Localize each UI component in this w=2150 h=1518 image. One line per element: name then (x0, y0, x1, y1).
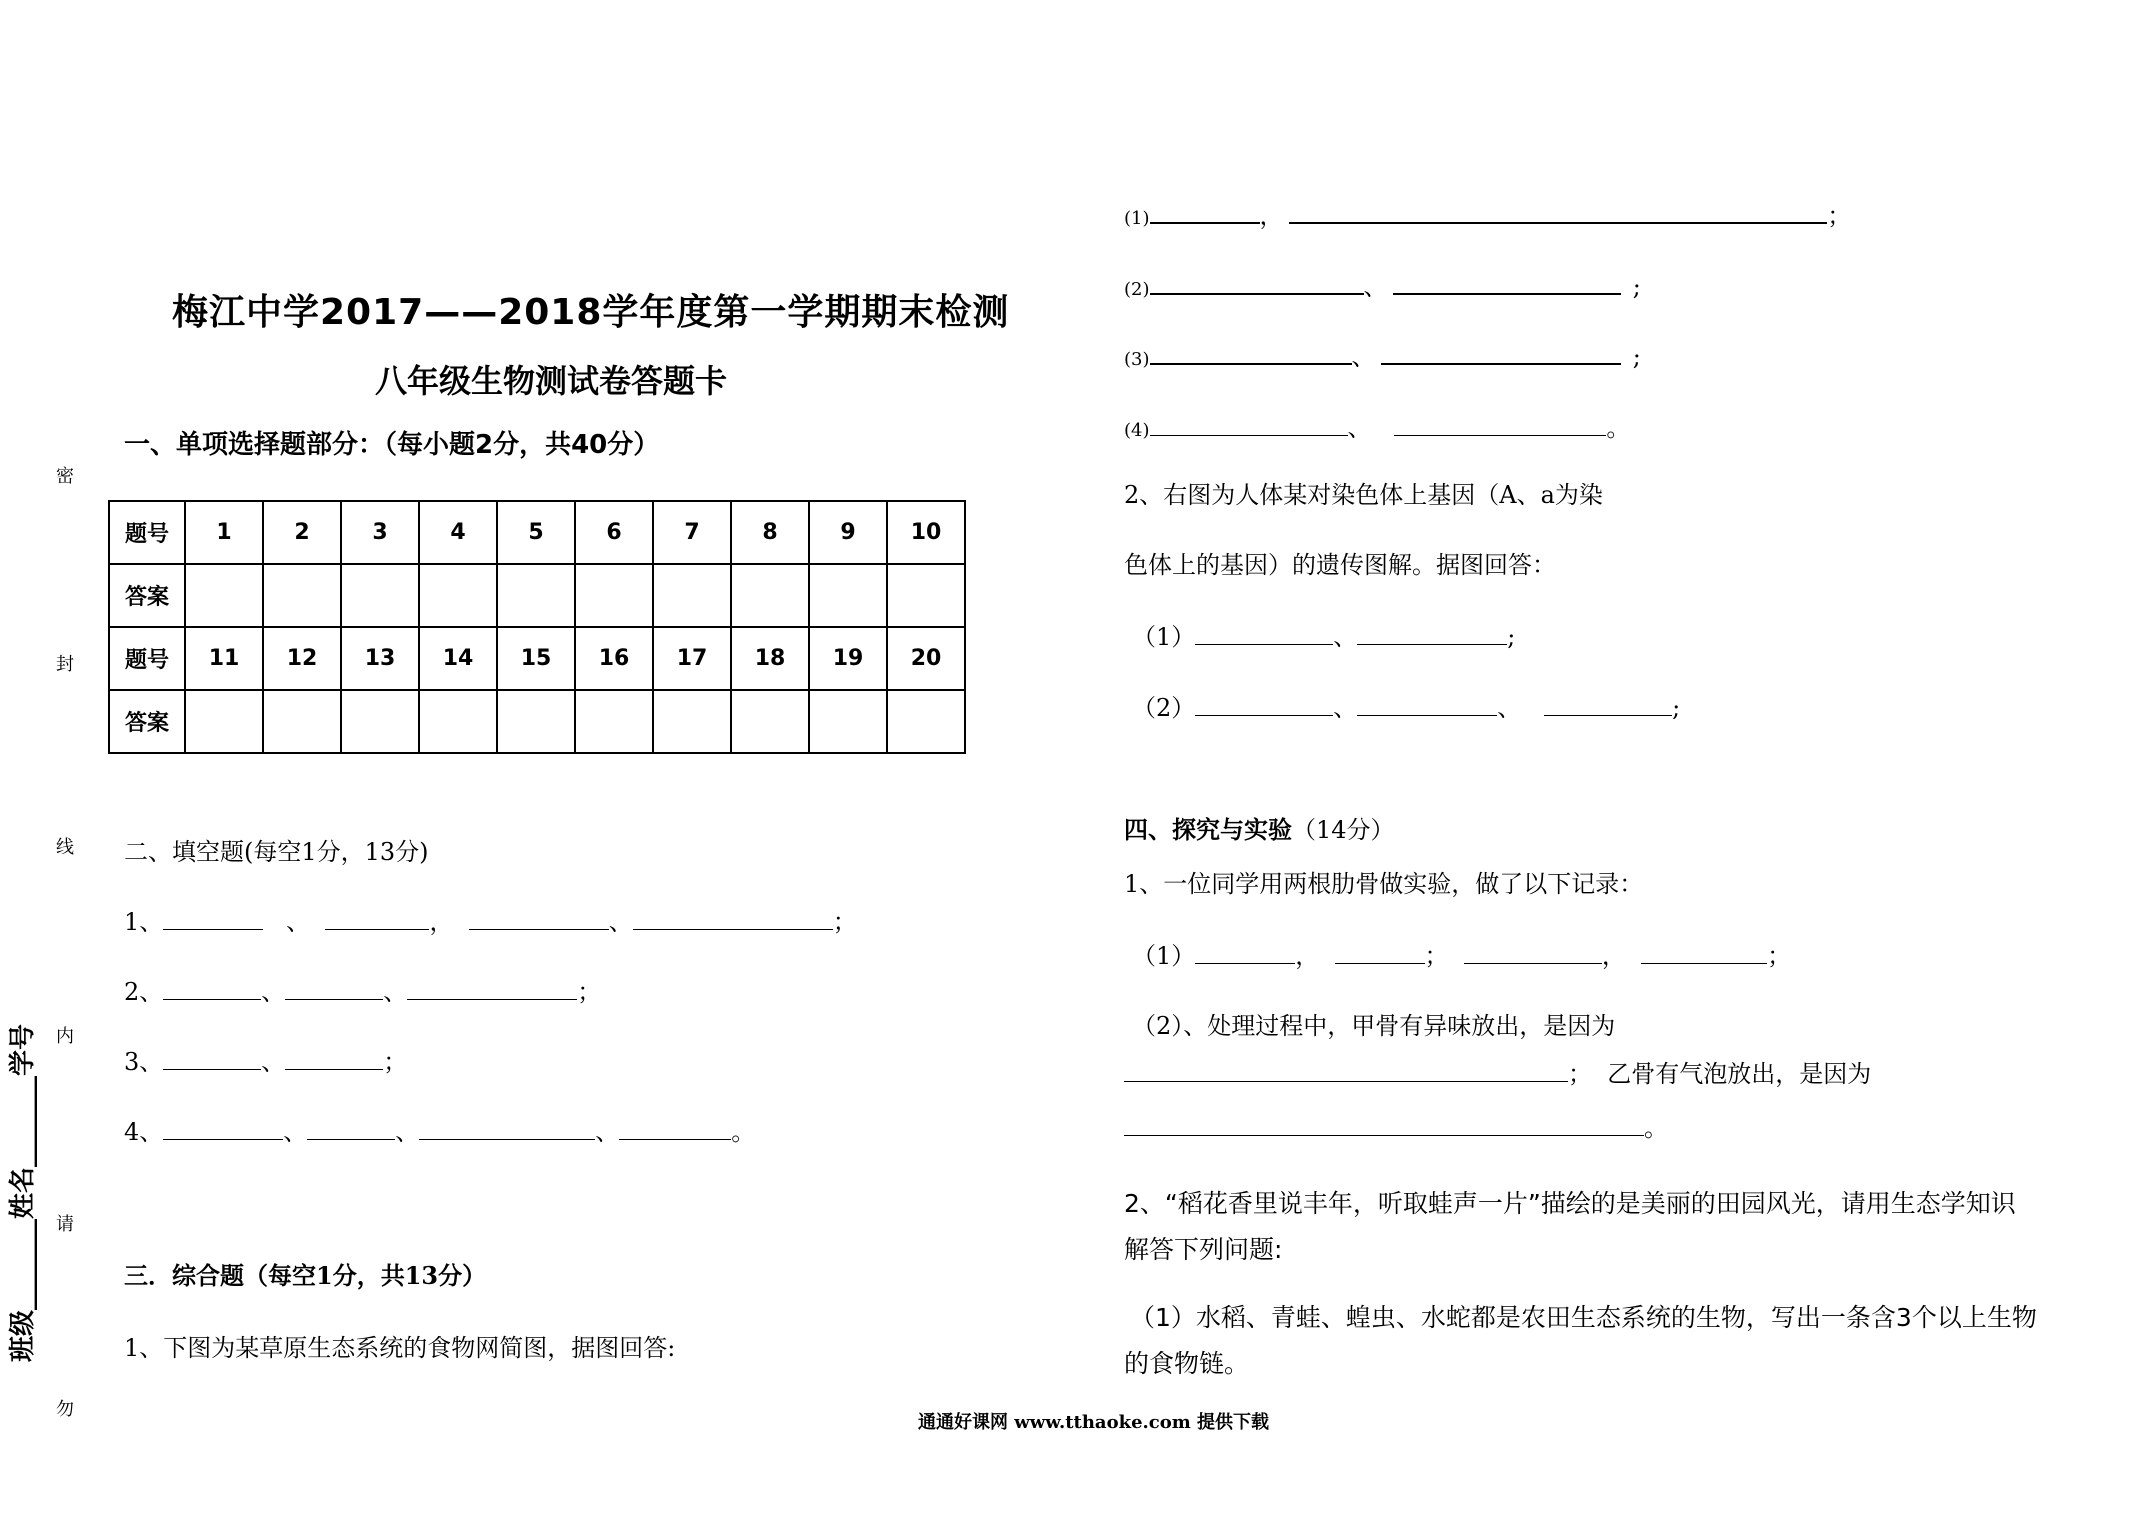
question-number: 3 (341, 501, 419, 564)
sec3-q2-line1: 2、右图为人体某对染色体上基因（A、a为染 (1124, 481, 1603, 509)
sec4-q1-sub2-answer (1124, 1054, 1871, 1089)
punct: 、 (608, 908, 633, 936)
punct: ， (1295, 942, 1320, 970)
sec4-q1-sub1 (1132, 936, 1791, 971)
answer-blank[interactable] (1641, 941, 1767, 964)
answer-blank[interactable] (163, 1117, 283, 1140)
row-label: 答案 (109, 564, 185, 627)
answer-cell[interactable] (419, 564, 497, 627)
punct: ； (1424, 942, 1449, 970)
q-label: （2） (1132, 694, 1196, 722)
question-number: 16 (575, 627, 653, 690)
question-number: 13 (341, 627, 419, 690)
table-row (109, 690, 965, 753)
answer-blank[interactable] (1195, 941, 1295, 964)
answer-cell[interactable] (341, 564, 419, 627)
question-number: 4 (419, 501, 497, 564)
answer-blank[interactable] (325, 907, 429, 930)
punct: 、 (1351, 343, 1376, 371)
answer-blank[interactable] (1357, 622, 1507, 645)
section3-q1-text: 1、下图为某草原生态系统的食物网简图，据图回答: (124, 1334, 676, 1362)
punct: ； (832, 908, 857, 936)
fill-q2 (124, 972, 601, 1007)
answer-blank[interactable] (1394, 413, 1606, 436)
sec4-q2-line2: 解答下列问题: (1124, 1235, 1283, 1264)
answer-cell[interactable] (731, 564, 809, 627)
punct: 、 (261, 978, 286, 1006)
sec4-q1-sub2: （2）、处理过程中，甲骨有异味放出，是因为 (1132, 1012, 1616, 1040)
punct: ， (429, 908, 454, 936)
sec4-q1-sub2-cont: 乙骨有气泡放出，是因为 (1607, 1060, 1872, 1088)
question-number: 8 (731, 501, 809, 564)
punct: ； (383, 1048, 408, 1076)
answer-blank[interactable] (469, 907, 609, 930)
section3-heading: 三．综合题（每空1分，共13分） (124, 1261, 487, 1290)
answer-cell[interactable] (497, 564, 575, 627)
answer-blank[interactable] (1464, 941, 1602, 964)
answer-blank[interactable] (1150, 200, 1260, 224)
row-label: 题号 (109, 627, 185, 690)
q-label: (1) (1124, 208, 1150, 229)
punct: 、 (261, 1048, 286, 1076)
q-label: （1） (1132, 623, 1196, 651)
answer-cell[interactable] (887, 690, 965, 753)
sec3-q2-sub2 (1132, 688, 1680, 723)
answer-cell[interactable] (809, 690, 887, 753)
answer-grid (108, 500, 966, 754)
punct: 。 (731, 1118, 756, 1146)
question-number: 20 (887, 627, 965, 690)
answer-cell[interactable] (263, 564, 341, 627)
sec3-blank-row-1 (1124, 196, 1851, 231)
sec4-q1-text: 1、一位同学用两根肋骨做实验，做了以下记录： (1124, 870, 1644, 898)
punct: ; (1507, 623, 1516, 651)
answer-blank[interactable] (163, 977, 261, 1000)
table-row (109, 627, 965, 690)
punct: 、 (383, 978, 408, 1006)
question-number: 5 (497, 501, 575, 564)
punct: 。 (1644, 1114, 1668, 1142)
punct: 、 (1497, 694, 1522, 722)
answer-blank[interactable] (1544, 693, 1672, 716)
answer-cell[interactable] (419, 690, 497, 753)
punct: 、 (595, 1118, 620, 1146)
answer-blank[interactable] (1195, 693, 1333, 716)
q-label: 3、 (124, 1048, 164, 1076)
punct: ， (1259, 202, 1284, 230)
sec3-q2-sub1 (1132, 617, 1515, 652)
question-number: 11 (185, 627, 263, 690)
question-number: 19 (809, 627, 887, 690)
q-label: (2) (1124, 279, 1150, 300)
answer-cell[interactable] (809, 564, 887, 627)
answer-cell[interactable] (731, 690, 809, 753)
q-label: 4、 (124, 1118, 164, 1146)
answer-blank[interactable] (1150, 271, 1364, 295)
sec3-q2-line2: 色体上的基因）的遗传图解。据图回答： (1124, 551, 1556, 579)
punct: ； (1827, 202, 1852, 230)
q-label: 2、 (124, 978, 164, 1006)
sec4-q2-sub1: （1）水稻、青蛙、蝗虫、水蛇都是农田生态系统的生物，写出一条含3个以上生物 (1130, 1303, 2037, 1332)
margin-char-qing: 请 (56, 1214, 74, 1235)
punct: 、 (1333, 623, 1358, 651)
answer-cell[interactable] (263, 690, 341, 753)
section4-heading-score: （14分） (1292, 816, 1395, 844)
answer-cell[interactable] (575, 690, 653, 753)
answer-cell[interactable] (185, 564, 263, 627)
q-label: （1） (1132, 942, 1196, 970)
sec3-blank-row-3 (1124, 337, 1641, 372)
answer-blank[interactable] (1124, 1059, 1568, 1082)
punct: 、 (1333, 694, 1358, 722)
question-number: 1 (185, 501, 263, 564)
question-number: 6 (575, 501, 653, 564)
answer-cell[interactable] (887, 564, 965, 627)
sec3-blank-row-2 (1124, 267, 1641, 302)
punct: ； (1568, 1060, 1592, 1088)
answer-blank[interactable] (1124, 1113, 1644, 1136)
exam-title: 梅江中学2017——2018学年度第一学期期末检测 (172, 292, 1010, 333)
question-number: 15 (497, 627, 575, 690)
punct: 、 (395, 1118, 420, 1146)
answer-cell[interactable] (653, 564, 731, 627)
punct: 、 (286, 908, 311, 936)
answer-blank[interactable] (1289, 200, 1827, 224)
punct: ; (1672, 694, 1681, 722)
answer-blank[interactable] (1150, 341, 1352, 365)
punct: 、 (1363, 273, 1388, 301)
footer-credit: 通通好课网 www.tthaoke.com 提供下载 (918, 1412, 1270, 1433)
answer-cell[interactable] (185, 690, 263, 753)
answer-blank[interactable] (1150, 413, 1348, 436)
answer-blank[interactable] (307, 1117, 395, 1140)
section1-heading: 一、单项选择题部分：（每小题2分，共40分） (124, 430, 660, 460)
margin-char-wu: 勿 (56, 1399, 74, 1420)
punct: ; (1632, 273, 1641, 301)
row-label: 题号 (109, 501, 185, 564)
margin-char-feng: 封 (56, 654, 74, 675)
question-number: 17 (653, 627, 731, 690)
question-number: 10 (887, 501, 965, 564)
answer-cell[interactable] (497, 690, 575, 753)
question-number: 12 (263, 627, 341, 690)
margin-char-xian: 线 (56, 837, 74, 858)
answer-cell[interactable] (341, 690, 419, 753)
table-row (109, 501, 965, 564)
answer-blank[interactable] (285, 977, 383, 1000)
q-label: (4) (1124, 420, 1150, 441)
sec4-q1-sub2-answer2 (1124, 1108, 1668, 1143)
question-number: 7 (653, 501, 731, 564)
answer-cell[interactable] (575, 564, 653, 627)
question-number: 14 (419, 627, 497, 690)
answer-blank[interactable] (1381, 341, 1621, 365)
answer-blank[interactable] (1393, 271, 1621, 295)
answer-blank[interactable] (619, 1117, 731, 1140)
sec4-q2-line1: 2、“稻花香里说丰年，听取蛙声一片”描绘的是美丽的田园风光，请用生态学知识 (1124, 1189, 2016, 1218)
question-number: 9 (809, 501, 887, 564)
punct: 、 (1347, 414, 1372, 442)
section4-heading-title: 四、探究与实验 (1124, 816, 1292, 844)
q-label: (3) (1124, 349, 1150, 370)
answer-blank[interactable] (285, 1047, 383, 1070)
punct: ； (1767, 942, 1792, 970)
punct: 、 (283, 1118, 308, 1146)
punct: ； (577, 978, 602, 1006)
question-number: 2 (263, 501, 341, 564)
answer-blank[interactable] (633, 907, 833, 930)
exam-subtitle: 八年级生物测试卷答题卡 (375, 362, 728, 400)
answer-blank[interactable] (1357, 693, 1497, 716)
punct: ， (1601, 942, 1626, 970)
student-info-fields: 班级_______姓名_______学号 (8, 1023, 38, 1362)
question-number: 18 (731, 627, 809, 690)
punct: ; (1632, 343, 1641, 371)
answer-blank[interactable] (163, 907, 263, 930)
margin-char-nei: 内 (56, 1026, 74, 1047)
row-label: 答案 (109, 690, 185, 753)
sec3-blank-row-4 (1124, 408, 1630, 443)
table-row (109, 564, 965, 627)
section4-heading (1124, 810, 1395, 845)
sec4-q2-sub2: 的食物链。 (1124, 1349, 1250, 1378)
margin-char-mi: 密 (56, 466, 74, 487)
answer-cell[interactable] (653, 690, 731, 753)
answer-blank[interactable] (419, 1117, 595, 1140)
fill-q1 (124, 902, 857, 937)
answer-blank[interactable] (407, 977, 577, 1000)
q-label: 1、 (124, 908, 164, 936)
answer-blank[interactable] (1195, 622, 1333, 645)
answer-blank[interactable] (1335, 941, 1425, 964)
answer-blank[interactable] (163, 1047, 261, 1070)
section2-heading: 二、填空题(每空1分，13分) (124, 838, 429, 866)
punct: 。 (1606, 414, 1631, 442)
fill-q4 (124, 1112, 755, 1147)
fill-q3 (124, 1042, 407, 1077)
